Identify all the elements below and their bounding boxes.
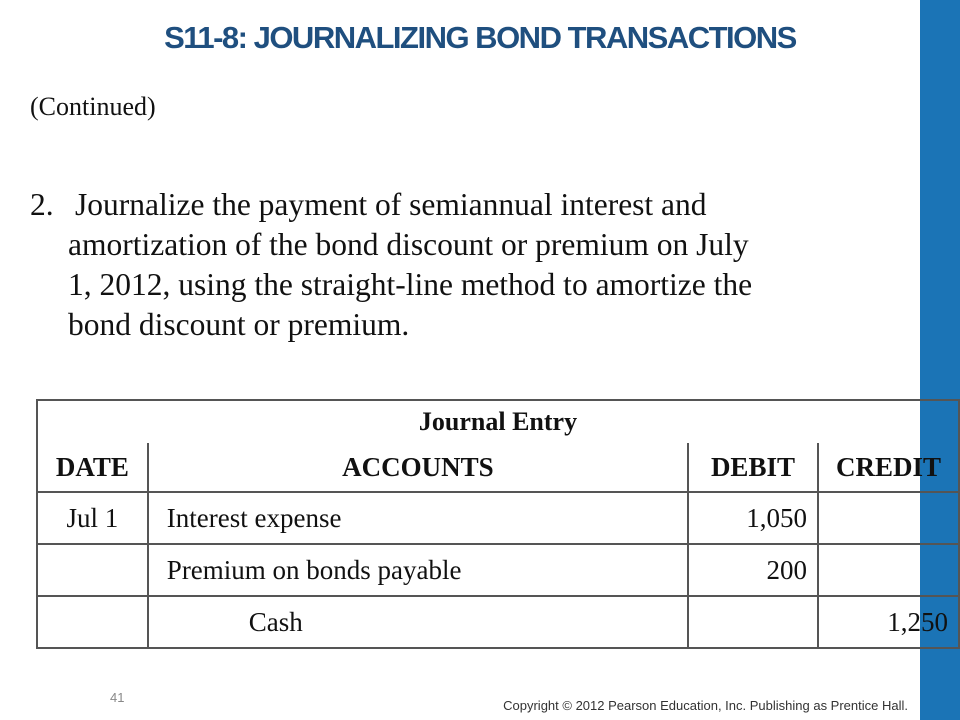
journal-entry-table	[36, 399, 960, 649]
row-debit: 1,050	[688, 492, 818, 544]
journal-title: Journal Entry	[37, 400, 959, 443]
question-number: 2.	[30, 187, 54, 222]
question-line: Journalize the payment of semiannual interest and	[75, 187, 707, 222]
row-credit: 1,250	[818, 596, 959, 648]
row-date	[37, 544, 148, 596]
row-account: Interest expense	[148, 492, 688, 544]
question-line: 1, 2012, using the straight-line method to amortize the	[68, 267, 753, 302]
journal-header-row	[37, 443, 959, 492]
question-line: amortization of the bond discount or premium on July	[68, 227, 749, 262]
question-line: bond discount or premium.	[68, 307, 410, 342]
slide-subtitle: (Continued)	[30, 92, 156, 121]
row-credit	[818, 544, 959, 596]
row-date	[37, 596, 148, 648]
row-account: Premium on bonds payable	[148, 544, 688, 596]
row-debit: 200	[688, 544, 818, 596]
question-block	[30, 185, 900, 345]
row-debit	[688, 596, 818, 648]
row-credit	[818, 492, 959, 544]
page-number: 41	[110, 690, 125, 705]
row-account: Cash	[148, 596, 688, 648]
table-row	[37, 492, 959, 544]
table-row	[37, 544, 959, 596]
header-accounts: ACCOUNTS	[148, 443, 688, 492]
row-date: Jul 1	[37, 492, 148, 544]
header-date: DATE	[37, 443, 148, 492]
header-debit: DEBIT	[688, 443, 818, 492]
copyright-notice: Copyright © 2012 Pearson Education, Inc. Publishing as Prentice Hall.	[503, 698, 908, 713]
journal-title-row	[37, 400, 959, 443]
slide-title: S11-8: JOURNALIZING BOND TRANSACTIONS	[164, 20, 796, 55]
header-credit: CREDIT	[818, 443, 959, 492]
table-row	[37, 596, 959, 648]
